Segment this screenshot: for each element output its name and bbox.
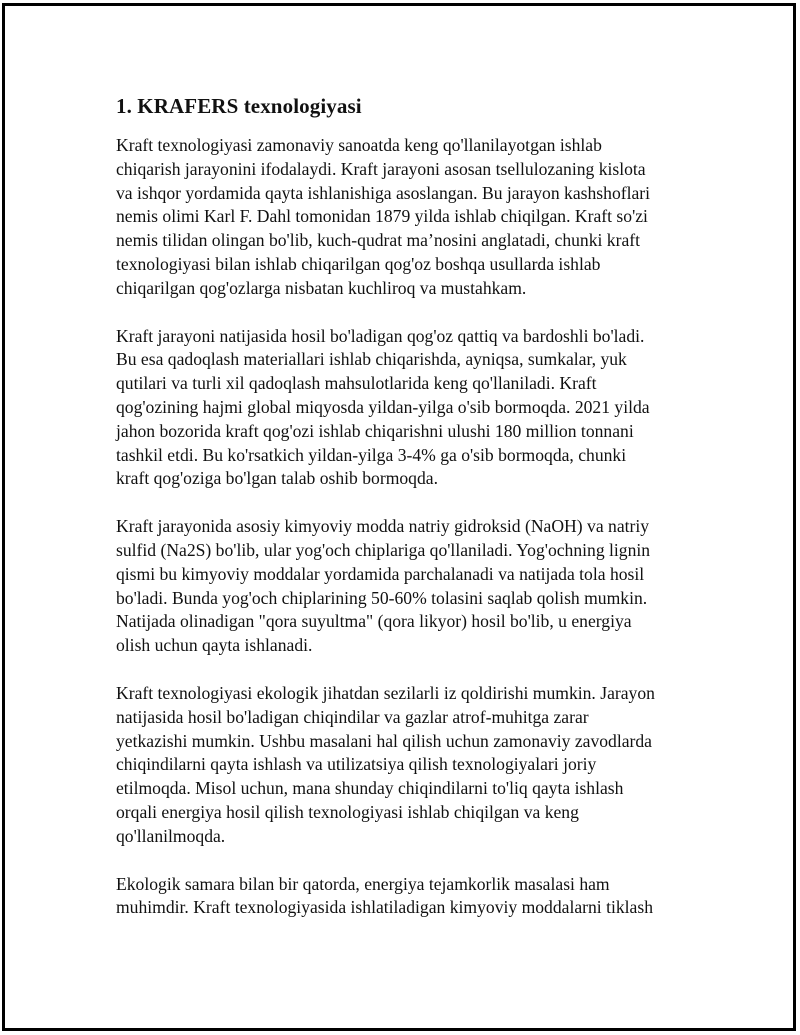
paragraph-5: Ekologik samara bilan bir qatorda, energiya tejamkorlik masalasi ham muhimdir. Kraft texnologiyasida ishlatiladigan kimyoviy moddalarni tiklash — [116, 873, 654, 918]
paragraph-2: Kraft jarayoni natijasida hosil bo'ladigan qog'oz qattiq va bardoshli bo'ladi. Bu esa qadoqlash materiallari ishlab chiqarishda, ayniqsa, sumkalar, yuk qutilari va turli xil qadoqlash mahsulotlarida keng qo'llaniladi. Kraft qog'ozining hajmi global miqyosda yildan-yilga o'sib bormoqda. 2021 yilda jahon bozorida kraft qog'ozi ishlab chiqarishni ulushi 180 million tonnani tashkil etdi. Bu ko'rsatkich yildan-yilga 3-4% ga o'sib bormoqda, chunki kraft qog'oziga bo'lgan talab oshib bormoqda. — [116, 325, 650, 489]
paragraph-1: Kraft texnologiyasi zamonaviy sanoatda keng qo'llanilayotgan ishlab chiqarish jarayonini ifodalaydi. Kraft jarayoni asosan tsellulozaning kislota va ishqor yordamida qayta ishlanishiga asoslangan. Bu jarayon kashshoflari nemis olimi Karl F. Dahl tomonidan 1879 yilda ishlab chiqilgan. Kraft so'zi nemis tilidan olingan bo'lib, kuch-qudrat ma’nosini anglatadi, chunki kraft texnologiyasi bilan ishlab chiqarilgan qog'oz boshqa usullarda ishlab chiqarilgan qog'ozlarga nisbatan kuchliroq va mustahkam. — [116, 135, 651, 298]
document-body — [116, 92, 696, 944]
section-heading: 1. KRAFERS texnologiyasi — [116, 94, 362, 118]
paragraph-4: Kraft texnologiyasi ekologik jihatdan sezilarli iz qoldirishi mumkin. Jarayon natijasida hosil bo'ladigan chiqindilar va gazlar atrof-muhitga zarar yetkazishi mumkin. Ushbu masalani hal qilish uchun zamonaviy zavodlarda chiqindilarni qayta ishlash va utilizatsiya qilish texnologiyalari joriy etilmoqda. Misol uchun, mana shunday chiqindilarni to'liq qayta ishlash orqali energiya hosil qilish texnologiyasi ishlab chiqilgan va keng qo'llanilmoqda. — [116, 682, 655, 846]
paragraph-3: Kraft jarayonida asosiy kimyoviy modda natriy gidroksid (NaOH) va natriy sulfid (Na2S) bo'lib, ular yog'och chiplariga qo'llaniladi. Yog'ochning lignin qismi bu kimyoviy moddalar yordamida parchalanadi va natijada tola hosil bo'ladi. Bunda yog'och chiplarining 50-60% tolasini saqlab qolish mumkin. Natijada olinadigan "qora suyultma" (qora likyor) hosil bo'lib, u energiya olish uchun qayta ishlanadi. — [116, 516, 651, 656]
